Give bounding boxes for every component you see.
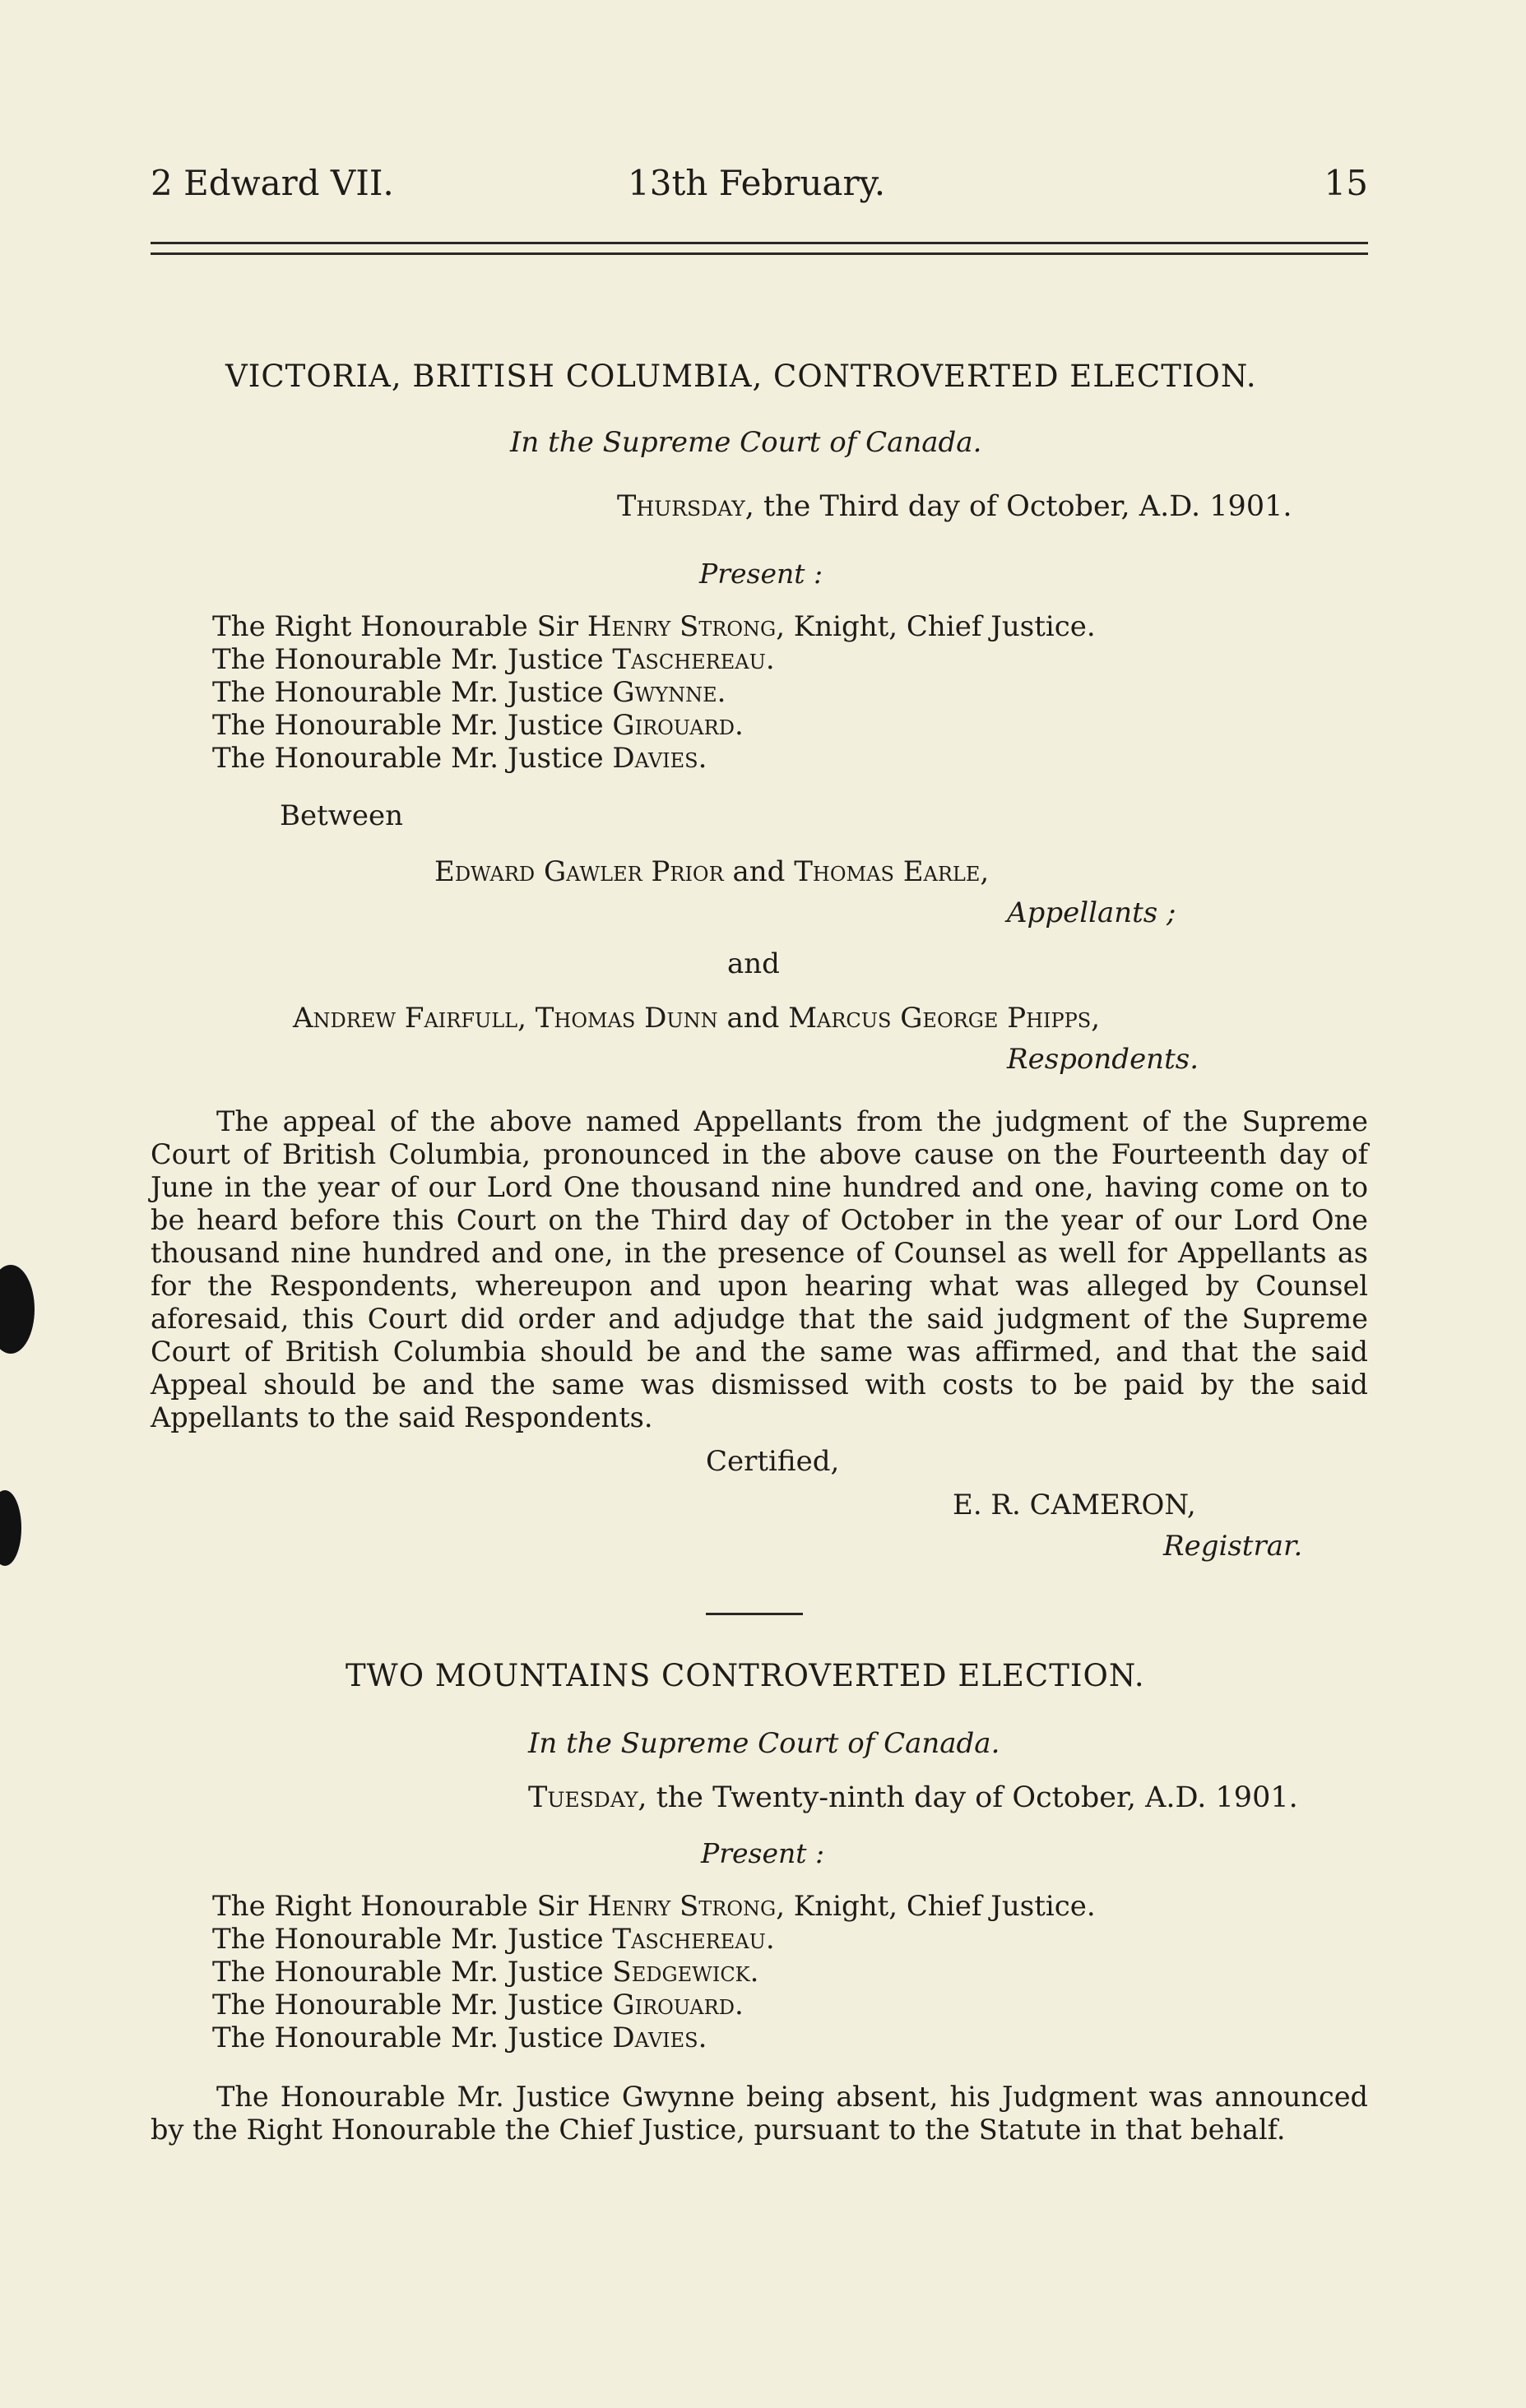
case2-note-text: The Honourable Mr. Justice Gwynne being absent, his Judgment was announced by the Right Honourable the Chief Justice, pursuant to the Statute in that behalf. <box>151 2081 1368 2146</box>
case1-date-rest: , the Third day of October, A.D. 1901. <box>744 490 1292 523</box>
case1-judgment-text: The appeal of the above named Appellants from the judgment of the Supreme Court of British Columbia, pronounced in the above cause on the Fourteenth day of June in the year of our Lord One thousand nine hundred and one, having come on to be heard before this Court on the Third day of October in the year of our Lord One thousand nine hundred and one, in the presence of Counsel as well for Appellants as for the Respondents, whereupon and upon hearing what was alleged by Counsel aforesaid, this Court did order and adjudge that the said judgment of the Supreme Court of British Columbia should be and the same was affirmed, and that the said Appeal should be and the same was dismissed with costs to be paid by the said Appellants to the said Respondents. <box>151 1105 1368 1433</box>
case2-judge: The Honourable Mr. Justice Davies. <box>212 2021 707 2054</box>
case1-judge: The Honourable Mr. Justice Gwynne. <box>212 676 726 709</box>
case2-judge: The Honourable Mr. Justice Girouard. <box>212 1989 744 2021</box>
case1-respondents: Andrew Fairfull, Thomas Dunn and Marcus George Phipps, <box>293 1002 1101 1035</box>
case2-title: TWO MOUNTAINS CONTROVERTED ELECTION. <box>346 1658 1145 1693</box>
case2-judge: The Right Honourable Sir Henry Strong, Knight, Chief Justice. <box>212 1890 1096 1923</box>
case1-appellants-label: Appellants ; <box>1007 896 1176 929</box>
ink-blot-mark <box>0 1490 21 1566</box>
case1-appellants: Edward Gawler Prior and Thomas Earle, <box>434 855 990 888</box>
case2-date: Tuesday, the Twenty-ninth day of October, A.D. 1901. <box>528 1781 1298 1814</box>
page-number: 15 <box>1324 163 1368 203</box>
header-date: 13th February. <box>628 163 886 203</box>
case1-between: Between <box>280 799 404 832</box>
header-rule-bottom <box>151 252 1368 255</box>
case1-judge: The Honourable Mr. Justice Davies. <box>212 742 707 775</box>
case2-court: In the Supreme Court of Canada. <box>528 1727 1000 1760</box>
case1-and: and <box>727 947 780 980</box>
case2-present-label: Present : <box>701 1837 825 1869</box>
case1-title: VICTORIA, BRITISH COLUMBIA, CONTROVERTED ELECTION. <box>225 359 1257 394</box>
case1-certified: Certified, <box>706 1445 840 1478</box>
case2-judges-list <box>212 1890 1096 2054</box>
case1-date <box>617 490 1292 523</box>
case1-signatory: E. R. CAMERON, <box>953 1489 1196 1521</box>
case1-judges-list <box>212 610 1096 775</box>
header-regnal-year: 2 Edward VII. <box>151 163 394 203</box>
section-divider <box>706 1613 803 1615</box>
case1-date-day: Thursday <box>617 490 745 523</box>
case1-respondents-label: Respondents. <box>1007 1043 1199 1076</box>
case1-present-label: Present : <box>699 558 823 590</box>
ink-blot-mark <box>0 1265 35 1354</box>
case1-judge: The Honourable Mr. Justice Taschereau. <box>212 643 775 676</box>
case2-judge: The Honourable Mr. Justice Taschereau. <box>212 1923 775 1956</box>
case1-registrar: Registrar. <box>1163 1530 1303 1563</box>
running-header <box>151 163 1368 212</box>
case1-judge: The Honourable Mr. Justice Girouard. <box>212 709 744 742</box>
case2-judge: The Honourable Mr. Justice Sedgewick. <box>212 1956 759 1989</box>
case1-court: In the Supreme Court of Canada. <box>510 426 982 459</box>
header-rule-top <box>151 242 1368 244</box>
case1-judge: The Right Honourable Sir Henry Strong, Knight, Chief Justice. <box>212 610 1096 643</box>
